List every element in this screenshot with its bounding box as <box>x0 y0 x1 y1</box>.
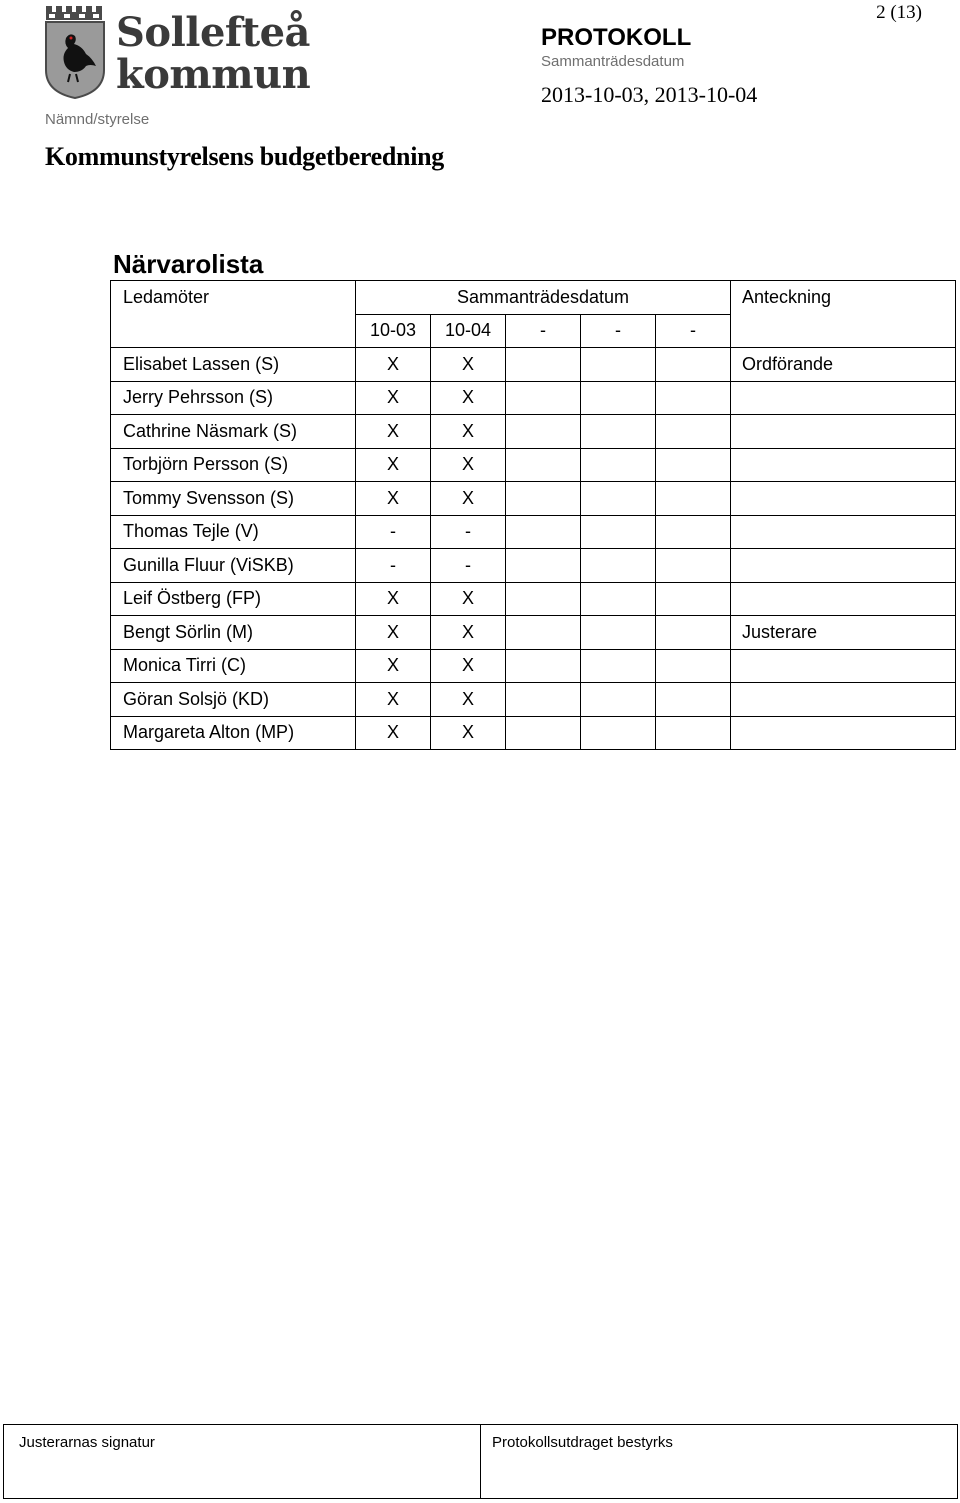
member-note <box>731 381 956 415</box>
attendance-mark-empty <box>656 415 731 449</box>
attendance-mark-empty <box>506 381 581 415</box>
table-row <box>111 515 956 549</box>
member-name: Thomas Tejle (V) <box>111 515 356 549</box>
member-name: Bengt Sörlin (M) <box>111 616 356 650</box>
attendance-mark-empty <box>581 482 656 516</box>
member-name: Elisabet Lassen (S) <box>111 348 356 382</box>
member-note <box>731 716 956 750</box>
table-row <box>111 716 956 750</box>
attendance-mark: X <box>431 716 506 750</box>
table-row <box>111 683 956 717</box>
attendance-mark: X <box>356 448 431 482</box>
attendance-mark-empty <box>581 448 656 482</box>
attendance-mark: X <box>356 348 431 382</box>
attendance-table <box>110 280 956 750</box>
members-column-header: Ledamöter <box>111 281 356 315</box>
attendance-mark-empty <box>581 381 656 415</box>
attendance-mark-empty <box>656 649 731 683</box>
member-name: Leif Östberg (FP) <box>111 582 356 616</box>
table-row <box>111 616 956 650</box>
attendance-mark: - <box>356 549 431 583</box>
attendance-mark-empty <box>506 415 581 449</box>
attendance-mark: - <box>431 515 506 549</box>
dates-column-header: Sammanträdesdatum <box>356 281 731 315</box>
date-subheader: 10-04 <box>431 314 506 348</box>
date-subheader-row <box>111 314 956 348</box>
attendance-mark-empty <box>656 348 731 382</box>
meeting-date-label: Sammanträdesdatum <box>541 53 685 70</box>
attendance-mark: X <box>431 415 506 449</box>
date-subheader: - <box>506 314 581 348</box>
table-row <box>111 381 956 415</box>
attendance-mark-empty <box>506 482 581 516</box>
meeting-date-value: 2013-10-03, 2013-10-04 <box>541 82 758 107</box>
attendance-mark: X <box>431 348 506 382</box>
attendance-mark-empty <box>581 582 656 616</box>
attendance-mark: X <box>356 716 431 750</box>
attendance-mark: X <box>356 482 431 516</box>
coat-of-arms-icon <box>44 0 108 100</box>
table-row <box>111 348 956 382</box>
attendance-mark-empty <box>656 515 731 549</box>
attendance-mark-empty <box>581 515 656 549</box>
attendance-mark: X <box>356 582 431 616</box>
member-note <box>731 415 956 449</box>
attendance-mark: X <box>356 381 431 415</box>
attendance-mark-empty <box>656 549 731 583</box>
attendance-mark-empty <box>656 716 731 750</box>
date-subheader: - <box>581 314 656 348</box>
member-name: Göran Solsjö (KD) <box>111 683 356 717</box>
attendance-mark: X <box>431 616 506 650</box>
table-row <box>111 549 956 583</box>
attendance-mark: X <box>431 649 506 683</box>
member-name: Monica Tirri (C) <box>111 649 356 683</box>
certification-cell <box>481 1425 957 1498</box>
member-note <box>731 582 956 616</box>
attendance-mark: X <box>356 649 431 683</box>
attendance-mark-empty <box>656 683 731 717</box>
signature-cell <box>4 1425 481 1498</box>
attendance-mark-empty <box>656 616 731 650</box>
signature-footer <box>3 1424 958 1499</box>
table-row <box>111 415 956 449</box>
member-name: Torbjörn Persson (S) <box>111 448 356 482</box>
member-name: Gunilla Fluur (ViSKB) <box>111 549 356 583</box>
note-column-header: Anteckning <box>731 281 956 315</box>
attendance-mark-empty <box>581 549 656 583</box>
attendance-mark: X <box>431 482 506 516</box>
attendance-mark-empty <box>506 515 581 549</box>
attendance-mark-empty <box>506 549 581 583</box>
attendance-mark: - <box>356 515 431 549</box>
municipality-logo <box>44 0 311 102</box>
member-note <box>731 448 956 482</box>
attendance-mark-empty <box>656 482 731 516</box>
attendance-mark-empty <box>581 348 656 382</box>
table-header-row <box>111 281 956 315</box>
member-note <box>731 649 956 683</box>
attendance-mark-empty <box>581 649 656 683</box>
table-row <box>111 482 956 516</box>
attendance-mark: X <box>431 683 506 717</box>
attendance-mark-empty <box>506 716 581 750</box>
attendance-mark-empty <box>656 448 731 482</box>
page-number: 2 (13) <box>876 2 922 23</box>
attendance-mark: X <box>431 381 506 415</box>
member-note <box>731 482 956 516</box>
note-column-header-spacer <box>731 314 956 348</box>
member-name: Tommy Svensson (S) <box>111 482 356 516</box>
members-column-header-spacer <box>111 314 356 348</box>
table-row <box>111 649 956 683</box>
attendance-mark: - <box>431 549 506 583</box>
attendance-mark: X <box>356 616 431 650</box>
date-subheader: - <box>656 314 731 348</box>
attendance-mark-empty <box>656 582 731 616</box>
attendance-mark: X <box>356 683 431 717</box>
table-row <box>111 582 956 616</box>
table-row <box>111 448 956 482</box>
attendance-mark-empty <box>506 582 581 616</box>
attendance-mark-empty <box>506 649 581 683</box>
attendance-title: Närvarolista <box>113 249 264 279</box>
attendance-mark-empty <box>506 616 581 650</box>
attendance-mark: X <box>431 582 506 616</box>
logo-line1: Sollefteå <box>116 9 310 56</box>
member-note <box>731 515 956 549</box>
board-name: Kommunstyrelsens budgetberedning <box>45 142 444 171</box>
logo-line2: kommun <box>116 51 311 98</box>
member-note <box>731 683 956 717</box>
member-name: Cathrine Näsmark (S) <box>111 415 356 449</box>
attendance-mark-empty <box>656 381 731 415</box>
member-note <box>731 549 956 583</box>
attendance-mark-empty <box>581 616 656 650</box>
member-note: Ordförande <box>731 348 956 382</box>
member-name: Jerry Pehrsson (S) <box>111 381 356 415</box>
board-label: Nämnd/styrelse <box>45 111 150 128</box>
date-subheader: 10-03 <box>356 314 431 348</box>
signature-label: Justerarnas signatur <box>19 1434 155 1451</box>
member-name: Margareta Alton (MP) <box>111 716 356 750</box>
attendance-mark-empty <box>506 448 581 482</box>
attendance-mark: X <box>431 448 506 482</box>
attendance-mark-empty <box>506 683 581 717</box>
attendance-mark-empty <box>581 716 656 750</box>
attendance-mark-empty <box>581 683 656 717</box>
document-type: PROTOKOLL <box>541 24 692 51</box>
certification-label: Protokollsutdraget bestyrks <box>492 1434 673 1451</box>
attendance-mark-empty <box>581 415 656 449</box>
member-note: Justerare <box>731 616 956 650</box>
attendance-mark: X <box>356 415 431 449</box>
attendance-mark-empty <box>506 348 581 382</box>
